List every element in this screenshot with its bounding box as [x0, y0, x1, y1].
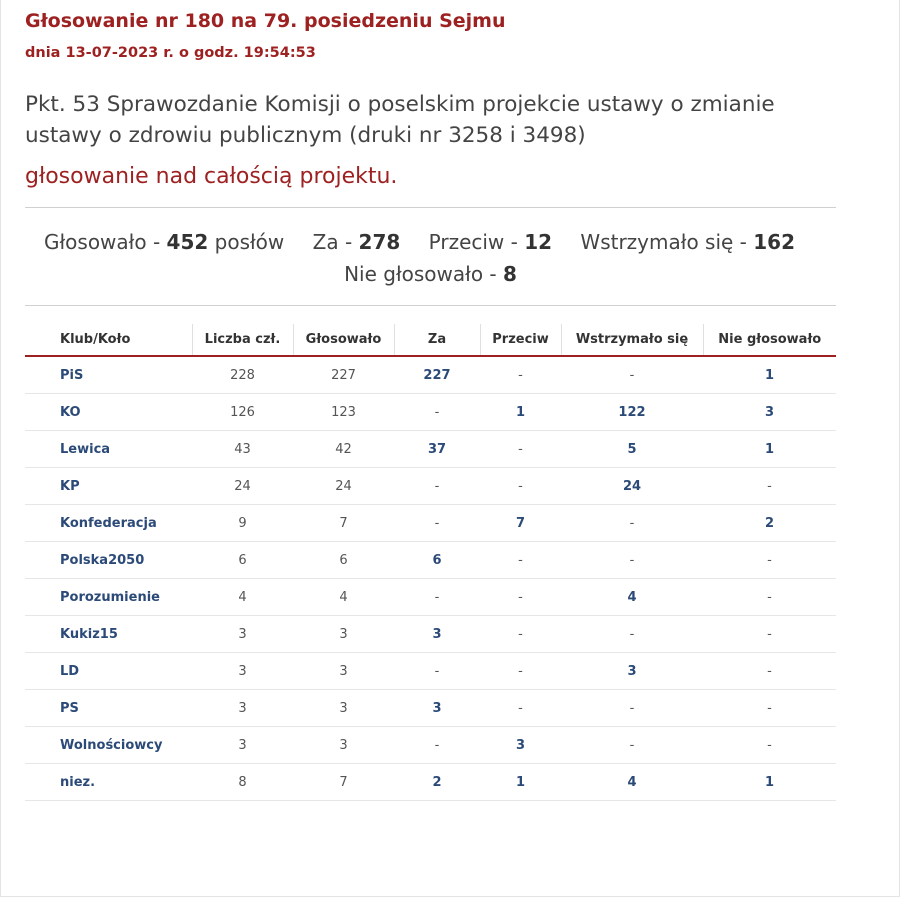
table-header-row — [25, 324, 836, 356]
cell-abstained[interactable]: 3 — [561, 653, 703, 690]
club-link[interactable]: Lewica — [25, 431, 192, 468]
divider-top — [25, 207, 836, 208]
cell-against: - — [480, 468, 561, 505]
cell-members: 126 — [192, 394, 293, 431]
cell-members: 228 — [192, 356, 293, 394]
cell-for[interactable]: 3 — [394, 690, 480, 727]
cell-against: - — [480, 431, 561, 468]
cell-abstained: - — [561, 616, 703, 653]
cell-voted: 4 — [293, 579, 394, 616]
cell-not-voted[interactable]: 1 — [703, 764, 836, 801]
summary-abstained-label: Wstrzymało się - — [580, 230, 747, 254]
cell-not-voted: - — [703, 468, 836, 505]
summary-against-value: 12 — [524, 230, 553, 254]
table-row — [25, 542, 836, 579]
cell-members: 43 — [192, 431, 293, 468]
cell-voted: 123 — [293, 394, 394, 431]
summary-voted-value: 452 — [166, 230, 209, 254]
table-row — [25, 653, 836, 690]
table-row — [25, 727, 836, 764]
agenda-item: Pkt. 53 Sprawozdanie Komisji o poselskim projekcie ustawy o zmianie ustawy o zdrowiu publicznym (druki nr 3258 i 3498) — [25, 92, 775, 148]
vote-subject: głosowanie nad całością projektu. — [25, 164, 398, 189]
summary-voted-unit: posłów — [214, 230, 285, 254]
cell-against[interactable]: 1 — [480, 764, 561, 801]
cell-for: - — [394, 653, 480, 690]
club-link[interactable]: LD — [25, 653, 192, 690]
cell-voted: 24 — [293, 468, 394, 505]
cell-members: 9 — [192, 505, 293, 542]
club-link[interactable]: KP — [25, 468, 192, 505]
club-link[interactable]: Porozumienie — [25, 579, 192, 616]
cell-for: - — [394, 579, 480, 616]
summary-not-voted-value: 8 — [503, 262, 517, 286]
cell-against: - — [480, 616, 561, 653]
cell-members: 8 — [192, 764, 293, 801]
cell-not-voted[interactable]: 2 — [703, 505, 836, 542]
cell-members: 3 — [192, 616, 293, 653]
cell-for[interactable]: 227 — [394, 356, 480, 394]
cell-against: - — [480, 542, 561, 579]
cell-for: - — [394, 394, 480, 431]
cell-for[interactable]: 6 — [394, 542, 480, 579]
summary-not-voted-label: Nie głosowało - — [344, 262, 497, 286]
divider-mid — [25, 305, 836, 306]
cell-not-voted[interactable]: 3 — [703, 394, 836, 431]
table-row — [25, 616, 836, 653]
table-row — [25, 356, 836, 394]
cell-voted: 3 — [293, 727, 394, 764]
club-link[interactable]: Wolnościowcy — [25, 727, 192, 764]
cell-voted: 3 — [293, 690, 394, 727]
cell-not-voted[interactable]: 1 — [703, 431, 836, 468]
table-row — [25, 505, 836, 542]
page-title: Głosowanie nr 180 na 79. posiedzeniu Sejmu — [25, 10, 506, 32]
summary-abstained-value: 162 — [753, 230, 795, 254]
cell-abstained[interactable]: 5 — [561, 431, 703, 468]
cell-abstained[interactable]: 122 — [561, 394, 703, 431]
cell-against: - — [480, 579, 561, 616]
cell-for[interactable]: 3 — [394, 616, 480, 653]
column-header-members: Liczba czł. — [192, 324, 293, 356]
cell-voted: 6 — [293, 542, 394, 579]
summary-for-value: 278 — [358, 230, 401, 254]
table-row — [25, 690, 836, 727]
club-link[interactable]: Kukiz15 — [25, 616, 192, 653]
cell-not-voted: - — [703, 690, 836, 727]
cell-members: 4 — [192, 579, 293, 616]
club-link[interactable]: KO — [25, 394, 192, 431]
column-header-for: Za — [394, 324, 480, 356]
cell-for: - — [394, 505, 480, 542]
summary-voted-label: Głosowało - — [43, 230, 161, 254]
cell-for[interactable]: 2 — [394, 764, 480, 801]
column-header-not-voted: Nie głosowało — [703, 324, 836, 356]
cell-against: - — [480, 356, 561, 394]
cell-voted: 227 — [293, 356, 394, 394]
club-link[interactable]: PS — [25, 690, 192, 727]
cell-for: - — [394, 468, 480, 505]
table-row — [25, 764, 836, 801]
vote-date: dnia 13-07-2023 r. o godz. 19:54:53 — [25, 45, 316, 61]
cell-voted: 7 — [293, 505, 394, 542]
table-row — [25, 579, 836, 616]
cell-for[interactable]: 37 — [394, 431, 480, 468]
club-link[interactable]: Polska2050 — [25, 542, 192, 579]
cell-not-voted: - — [703, 653, 836, 690]
cell-not-voted[interactable]: 1 — [703, 356, 836, 394]
cell-abstained[interactable]: 24 — [561, 468, 703, 505]
cell-abstained: - — [561, 356, 703, 394]
summary-for-label: Za - — [312, 230, 353, 254]
cell-not-voted: - — [703, 727, 836, 764]
cell-voted: 42 — [293, 431, 394, 468]
cell-abstained: - — [561, 690, 703, 727]
cell-voted: 7 — [293, 764, 394, 801]
summary-against-label: Przeciw - — [428, 230, 518, 254]
results-table — [25, 324, 836, 801]
club-link[interactable]: PiS — [25, 356, 192, 394]
cell-against: - — [480, 653, 561, 690]
cell-members: 3 — [192, 690, 293, 727]
club-link[interactable]: niez. — [25, 764, 192, 801]
cell-against[interactable]: 1 — [480, 394, 561, 431]
table-row — [25, 468, 836, 505]
cell-against[interactable]: 3 — [480, 727, 561, 764]
column-header-club: Klub/Koło — [25, 324, 192, 356]
table-row — [25, 394, 836, 431]
cell-for: - — [394, 727, 480, 764]
cell-voted: 3 — [293, 616, 394, 653]
column-header-abstained: Wstrzymało się — [561, 324, 703, 356]
cell-against[interactable]: 7 — [480, 505, 561, 542]
vote-summary — [25, 226, 836, 290]
cell-abstained: - — [561, 542, 703, 579]
cell-abstained: - — [561, 727, 703, 764]
cell-not-voted: - — [703, 616, 836, 653]
column-header-voted: Głosowało — [293, 324, 394, 356]
cell-members: 3 — [192, 727, 293, 764]
club-link[interactable]: Konfederacja — [25, 505, 192, 542]
cell-voted: 3 — [293, 653, 394, 690]
cell-members: 3 — [192, 653, 293, 690]
cell-abstained[interactable]: 4 — [561, 579, 703, 616]
cell-against: - — [480, 690, 561, 727]
cell-not-voted: - — [703, 542, 836, 579]
column-header-against: Przeciw — [480, 324, 561, 356]
cell-members: 24 — [192, 468, 293, 505]
cell-abstained: - — [561, 505, 703, 542]
cell-not-voted: - — [703, 579, 836, 616]
table-row — [25, 431, 836, 468]
cell-members: 6 — [192, 542, 293, 579]
cell-abstained[interactable]: 4 — [561, 764, 703, 801]
